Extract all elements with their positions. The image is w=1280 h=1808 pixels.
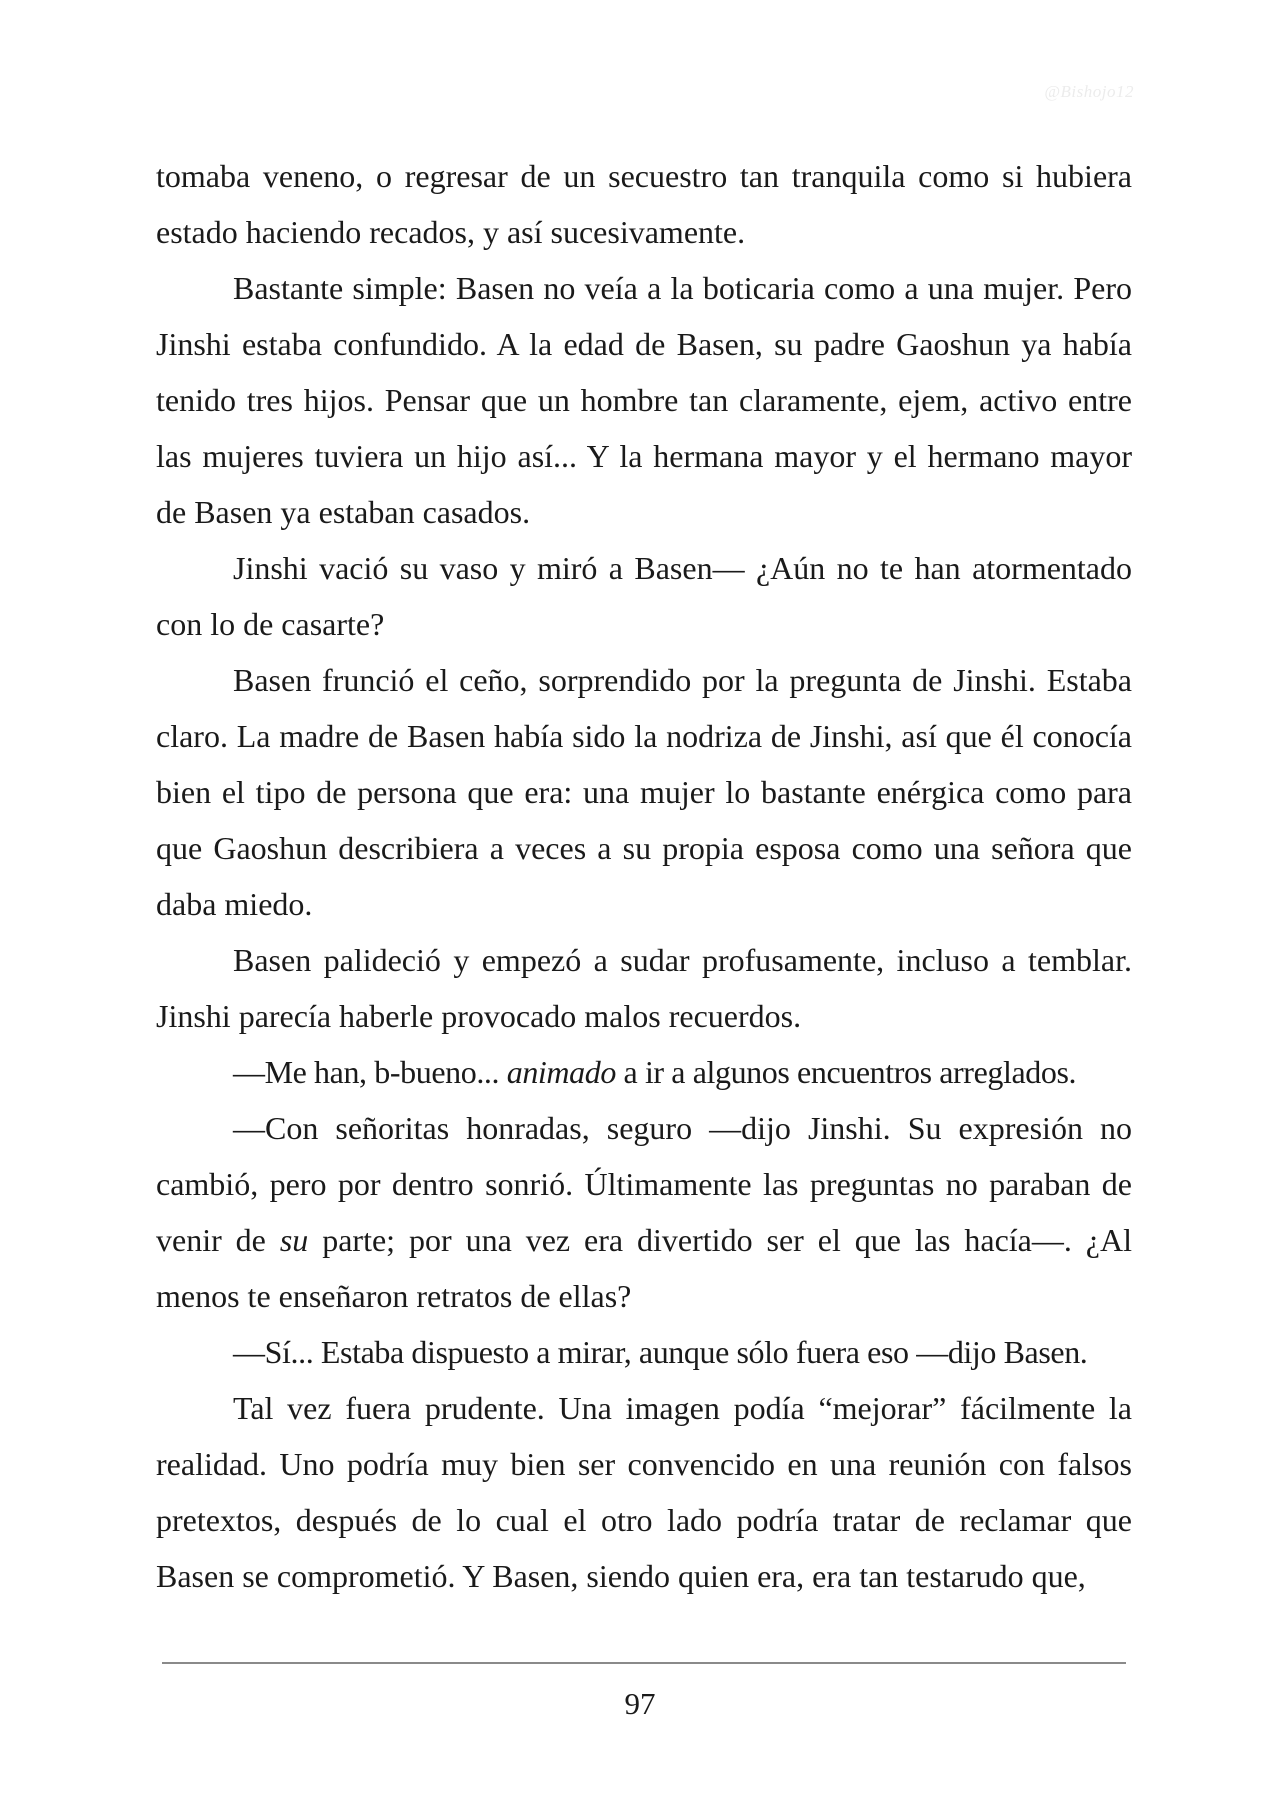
paragraph xyxy=(156,1100,1132,1324)
paragraph: Basen palideció y empezó a sudar profusamente, incluso a temblar. Jinshi parecía haberle provocado malos recuerdos. xyxy=(156,942,1132,1034)
watermark: @Bishojo12 xyxy=(1044,82,1134,101)
paragraph-text: parte; por una vez era divertido ser el que las hacía—. ¿Al menos te enseñaron retratos de ellas? xyxy=(156,1222,1133,1314)
page-number: 97 xyxy=(624,1686,656,1721)
body-text xyxy=(156,148,1132,1604)
paragraph-text: —Con señoritas honradas, seguro —dijo Jinshi. Su expresión no cambió, pero por dentro sonrió. Últimamente las preguntas no paraban de venir de xyxy=(156,1110,1132,1258)
paragraph: Jinshi vació su vaso y miró a Basen— ¿Aún no te han atormentado con lo de casarte? xyxy=(156,550,1132,642)
paragraph-text: —Me han, b-bueno... xyxy=(233,1054,507,1090)
paragraph xyxy=(156,1044,1132,1100)
emphasis: su xyxy=(279,1222,309,1258)
paragraph: Bastante simple: Basen no veía a la boticaria como a una mujer. Pero Jinshi estaba confundido. A la edad de Basen, su padre Gaoshun ya había tenido tres hijos. Pensar que un hombre tan claramente, ejem, activo entre las mujeres tuviera un hijo así... Y la hermana mayor y el hermano mayor de Basen ya estaban casados. xyxy=(156,270,1132,530)
paragraph: Tal vez fuera prudente. Una imagen podía “mejorar” fácilmente la realidad. Uno podría muy bien ser convencido en una reunión con falsos pretextos, después de lo cual el otro lado podría tratar de reclamar que Basen se comprometió. Y Basen, siendo quien era, era tan testarudo que, xyxy=(156,1390,1132,1594)
footer-divider xyxy=(162,1662,1126,1664)
paragraph-text: a ir a algunos encuentros arreglados. xyxy=(615,1054,1077,1090)
paragraph: —Sí... Estaba dispuesto a mirar, aunque sólo fuera eso —dijo Basen. xyxy=(233,1334,1088,1370)
paragraph: Basen frunció el ceño, sorprendido por la pregunta de Jinshi. Estaba claro. La madre de Basen había sido la nodriza de Jinshi, así que él conocía bien el tipo de persona que era: una mujer lo bastante enérgica como para que Gaoshun describiera a veces a su propia esposa como una señora que daba miedo. xyxy=(156,662,1132,922)
emphasis: animado xyxy=(506,1054,616,1090)
paragraph: tomaba veneno, o regresar de un secuestro tan tranquila como si hubiera estado haciendo recados, y así sucesivamente. xyxy=(156,158,1132,250)
